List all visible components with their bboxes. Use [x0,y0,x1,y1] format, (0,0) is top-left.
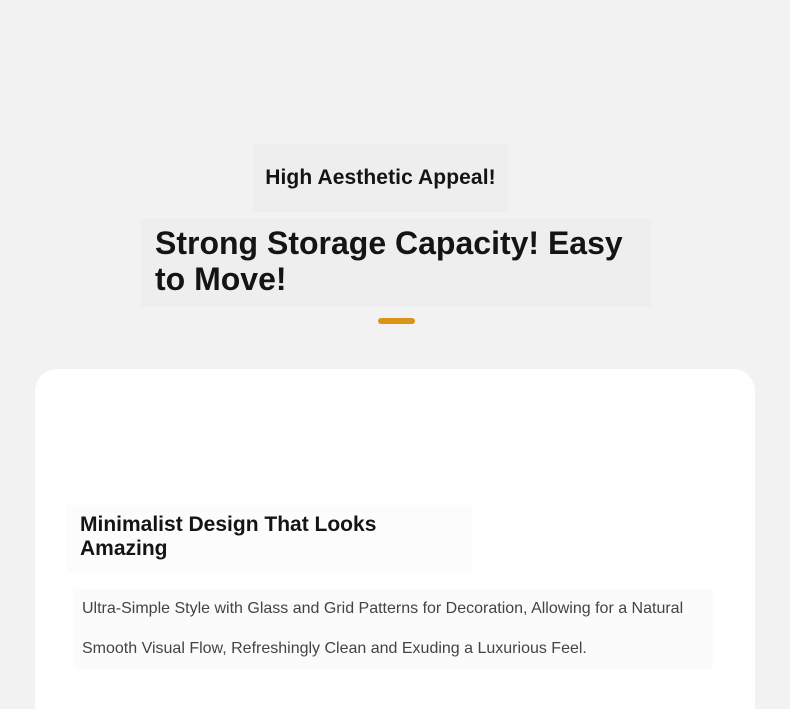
hero-headline: Strong Storage Capacity! Easy to Move! [141,219,651,307]
feature-description: Ultra-Simple Style with Glass and Grid Patterns for Decoration, Allowing for a Natural Smooth Visual Flow, Refreshingly Clean and Exuding a Luxurious Feel. [73,589,713,669]
feature-card [35,369,755,709]
feature-title: Minimalist Design That Looks Amazing [67,505,472,573]
accent-divider [378,318,415,324]
hero-eyebrow: High Aesthetic Appeal! [253,144,508,212]
